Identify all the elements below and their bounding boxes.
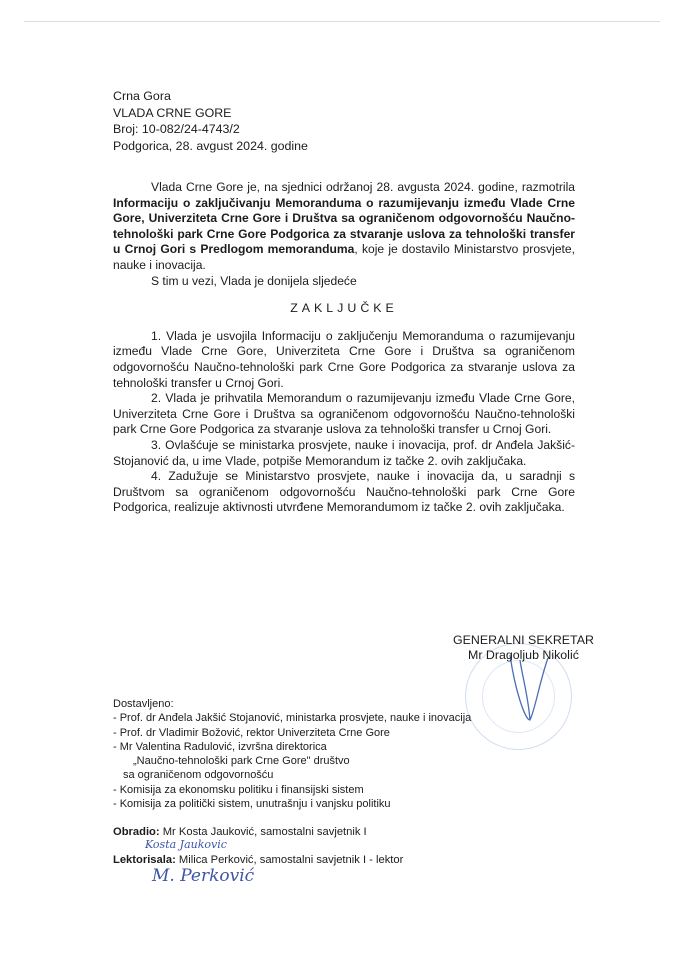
distribution-item: - Komisija za ekonomsku politiku i finansijski sistem: [113, 783, 364, 796]
prepared-by-line: [113, 825, 367, 839]
conclusion-4: 4. Zadužuje se Ministarstvo prosvjete, nauke i inovacija da, u saradnji s Društvom sa ograničenom odgovornošću Naučno-tehnološki park Crne Gore Podgorica, realizuje aktivnosti utvrđene Memorandumom iz tačke 2. ovih zaključaka.: [113, 469, 575, 515]
distribution-item: - Prof. dr Anđela Jakšić Stojanović, ministarka prosvjete, nauke i inovacija: [113, 712, 472, 725]
prepared-by-value: Mr Kosta Jauković, samostalni savjetnik I: [159, 826, 367, 838]
section-title: ZAKLJUČKE: [290, 301, 398, 316]
intro-bold-subject: Informaciju o zaključivanju Memoranduma o razumijevanju između Vlade Crne Gore, Univerziteta Crne Gore i Društva sa ograničenom odgovornošću Naučno-tehnološki park Crne Gore Podgorica za stvaranje uslova za tehnološki transfer u Crnoj Gori s Predlogom memoranduma: [113, 195, 575, 257]
distribution-item: - Komisija za politički sistem, unutrašnju i vanjsku politiku: [113, 798, 391, 811]
intro-followup: S tim u vezi, Vlada je donijela sljedeće: [151, 273, 357, 288]
conclusion-1: 1. Vlada je usvojila Informaciju o zaključenju Memoranduma o razumijevanju između Vlade Crne Gore, Univerziteta Crne Gore i Društva sa ograničenom odgovornošću Naučno-tehnološki park Crne Gore Podgorica za stvaranje uslova za tehnološki transfer u Crnoj Gori.: [113, 328, 575, 390]
conclusion-2: 2. Vlada je prihvatila Memorandum o razumijevanju između Vlade Crne Gore, Univerziteta Crne Gore i Društva sa ograničenom odgovornošću Naučno-tehnološki park Crne Gore Podgorica za stvaranje uslova za tehnološki transfer u Crnoj Gori.: [113, 391, 575, 437]
proofread-by-line: [113, 853, 403, 867]
document-number: Broj: 10-082/24-4743/2: [113, 122, 240, 136]
distribution-item: sa ograničenom odgovornošću: [123, 769, 274, 782]
government-line: VLADA CRNE GORE: [113, 105, 232, 120]
distribution-item: „Naučno-tehnološki park Crne Gore" društvo: [133, 755, 350, 768]
distribution-label: Dostavljeno:: [113, 698, 174, 710]
proofread-by-label: Lektorisala:: [113, 854, 176, 866]
place-date: Podgorica, 28. avgust 2024. godine: [113, 138, 308, 153]
prepared-by-label: Obradio:: [113, 826, 160, 838]
document-body: [113, 180, 575, 516]
distribution-list: [113, 697, 471, 811]
distribution-item: - Prof. dr Vladimir Božović, rektor Univerziteta Crne Gore: [113, 726, 390, 739]
proofread-by-handwritten-signature: M. Perković: [152, 866, 255, 886]
signatory-role: GENERALNI SEKRETAR: [453, 633, 594, 647]
document-header: [113, 88, 308, 154]
distribution-item: - Mr Valentina Radulović, izvršna direktorica: [113, 740, 327, 753]
intro-paragraph: Vlada Crne Gore je, na sjednici održanoj 28. avgusta 2024. godine, razmotrila Informaciju o zaključivanju Memoranduma o razumijevanju između Vlade Crne Gore, Univerziteta Crne Gore i Društva sa ograničenom odgovornošću Naučno-tehnološki park Crne Gore Podgorica za stvaranje uslova za tehnološki transfer u Crnoj Gori s Predlogom memoranduma, koje je dostavilo Ministarstvo prosvjete, nauke i inovacija.: [113, 180, 575, 272]
country-line: Crna Gora: [113, 89, 171, 103]
proofread-by-value: Milica Perković, samostalni savjetnik I - lektor: [175, 854, 404, 866]
page-top-edge: [24, 21, 660, 22]
prepared-by-handwritten-signature: Kosta Jaukovic: [145, 838, 227, 851]
signature-block: [453, 633, 594, 663]
conclusion-3: 3. Ovlašćuje se ministarka prosvjete, nauke i inovacija, prof. dr Anđela Jakšić-Stojanović da, u ime Vlade, potpiše Memorandum iz tačke 2. ovih zaključaka.: [113, 437, 575, 468]
signatory-name: Mr Dragoljub Nikolić: [468, 648, 579, 662]
